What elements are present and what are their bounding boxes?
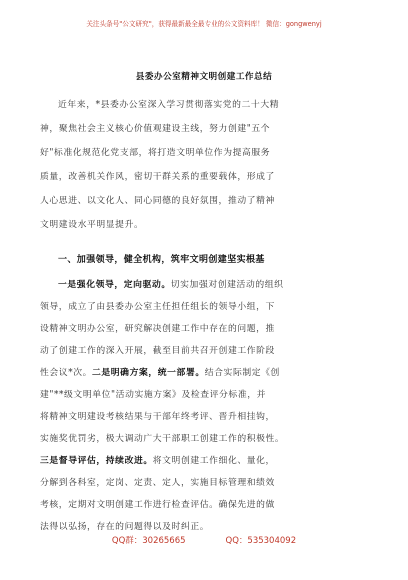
paragraph-line: 建"**级文明单位"活动实施方案》及检查评分标准，并 bbox=[40, 390, 267, 400]
intro-line: 文明建设水平明显提升。 bbox=[40, 220, 144, 230]
intro-line: 好"标准化规范化党支部，将打造文明单位作为提高服务 bbox=[40, 148, 271, 158]
qq-group-number: QQ群：30265665 bbox=[111, 536, 186, 546]
paragraph-line: 将精神文明建设考核结果与干部年终考评、晋升相挂钩， bbox=[40, 412, 275, 422]
document-title: 县委办公室精神文明创建工作总结 bbox=[135, 72, 273, 82]
section-heading: 一、加强领导，健全机构，筑牢文明创建坚实根基 bbox=[58, 255, 265, 265]
paragraph-lead: 三是督导评估，持续改进。 bbox=[40, 456, 153, 466]
qq-contact-number: QQ：535304092 bbox=[225, 536, 297, 546]
intro-line: 近年来，*县委办公室深入学习贯彻落实党的二十大精 bbox=[58, 100, 280, 110]
paragraph-lead: 二是明确方案，统一部署。 bbox=[91, 368, 205, 378]
intro-line: 神，聚焦社会主义核心价值观建设主线，努力创建"五个 bbox=[40, 124, 271, 134]
paragraph-line: 一是强化领导，定向驱动。切实加强对创建活动的组织 bbox=[58, 280, 284, 290]
page-footer bbox=[0, 534, 408, 546]
paragraph-line: 法得以弘扬，存在的问题得以及时纠正。 bbox=[40, 522, 210, 532]
intro-line: 人心思进、以文化人、同心同德的良好氛围，推动了精神 bbox=[40, 196, 275, 206]
paragraph-line: 性会议*次。二是明确方案，统一部署。结合实际制定《创 bbox=[40, 368, 280, 378]
paragraph-line: 领导，成立了由县委办公室主任担任组长的领导小组，下 bbox=[40, 302, 275, 312]
promo-banner: 关注头条号"公文研究"，获得最新最全最专业的公文资料库！ 微信：gongwenyj bbox=[86, 20, 322, 28]
paragraph-line: 设精神文明办公室，研究解决创建工作中存在的问题，推 bbox=[40, 324, 275, 334]
intro-line: 质量，改善机关作风，密切干群关系的重要载体，形成了 bbox=[40, 172, 275, 182]
paragraph-line: 分解到各科室，定岗、定责、定人，实施目标管理和绩效 bbox=[40, 478, 275, 488]
paragraph-line: 动了创建工作的深入开展，截至目前共召开创建工作阶段 bbox=[40, 346, 275, 356]
paragraph-lead: 一是强化领导，定向驱动。 bbox=[58, 280, 171, 290]
paragraph-line: 实施奖优罚劣，极大调动广大干部职工创建工作的积极性。 bbox=[40, 434, 285, 444]
paragraph-line: 三是督导评估，持续改进。将文明创建工作细化、量化， bbox=[40, 456, 275, 466]
paragraph-line: 考核，定期对文明创建工作进行检查评估。确保先进的做 bbox=[40, 500, 275, 510]
